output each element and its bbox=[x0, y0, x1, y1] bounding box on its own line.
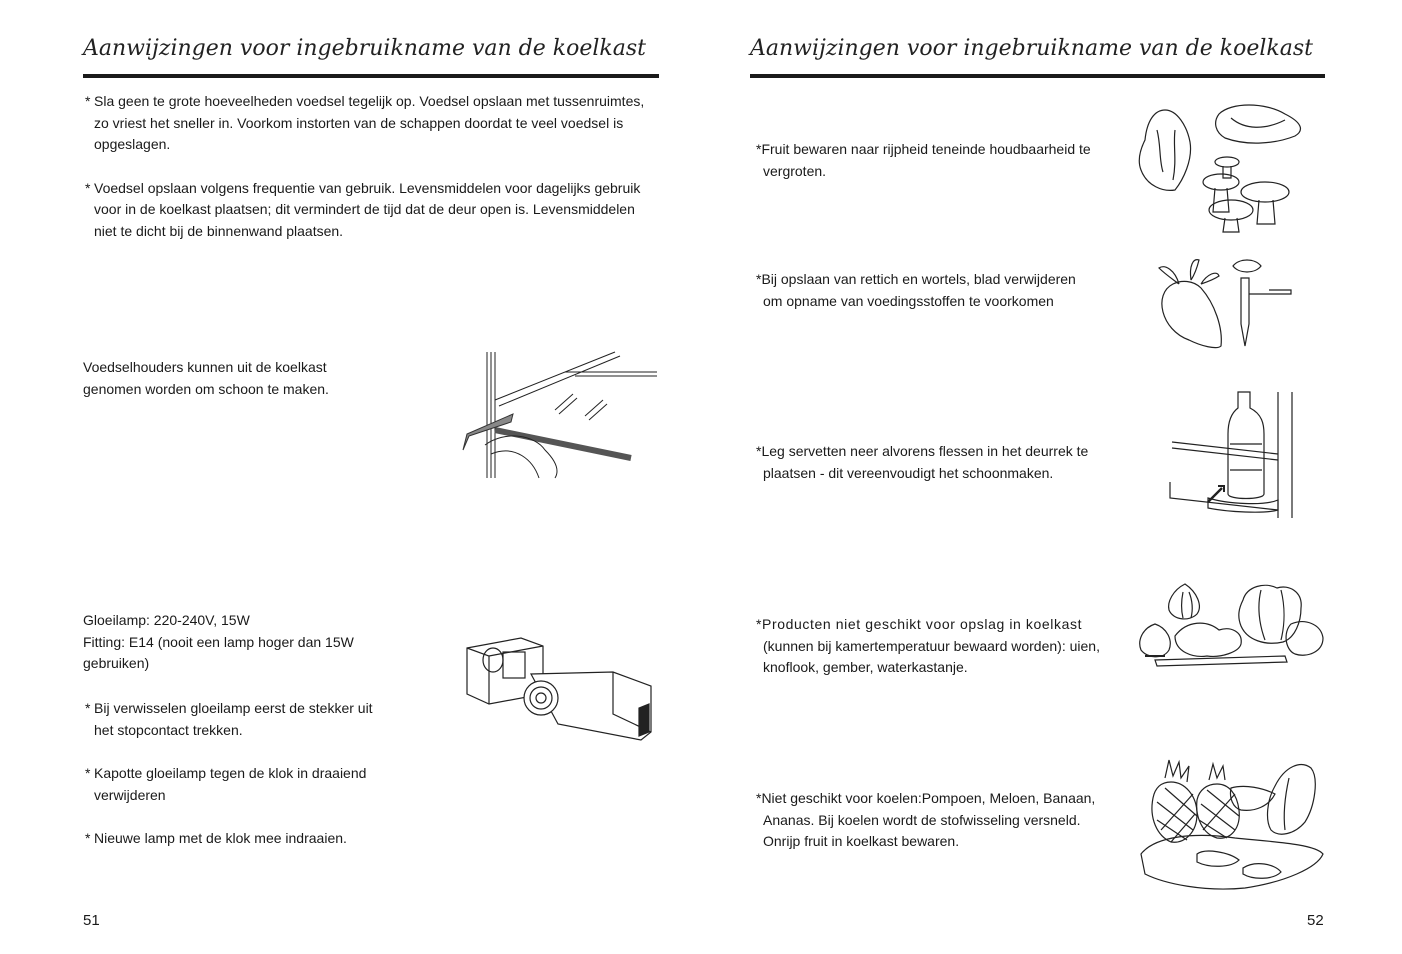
right-title-rule bbox=[750, 74, 1325, 78]
bullet-item: * Nieuwe lamp met de klok mee indraaien. bbox=[85, 830, 347, 846]
page-number-left: 51 bbox=[83, 912, 100, 929]
shelf-removal-icon bbox=[455, 350, 660, 480]
right-item-onion: *Producten niet geschikt voor opslag in koelkast (kunnen bij kamertemperatuur bewaard worden): uien, knoflook, gember, waterkastanje. bbox=[756, 616, 1100, 675]
onion-garlic-icon bbox=[1135, 580, 1327, 670]
holders-text: Voedselhouders kunnen uit de koelkast genomen worden om schoon te maken. bbox=[83, 359, 329, 397]
radish-carrot-icon bbox=[1145, 254, 1295, 354]
lamp-housing-icon bbox=[463, 632, 658, 744]
right-item-radish: *Bij opslaan van rettich en wortels, blad verwijderen om opname van voedingsstoffen te voorkomen bbox=[756, 271, 1076, 309]
fruit-mushroom-icon bbox=[1135, 100, 1310, 235]
bullet-item: * Sla geen te grote hoeveelheden voedsel tegelijk op. Voedsel opslaan met tussenruimtes, zo vriest het sneller in. Voorkom instorten van de schappen doordat te veel voedsel is opgeslagen. bbox=[85, 93, 645, 152]
bottle-door-rack-icon bbox=[1168, 390, 1298, 522]
bullet-item: * Bij verwisselen gloeilamp eerst de stekker uit het stopcontact trekken. bbox=[85, 700, 373, 738]
left-page-title: Aanwijzingen voor ingebruikname van de koelkast bbox=[83, 36, 646, 61]
lamp-bullets bbox=[85, 698, 415, 850]
right-item-bottle: *Leg servetten neer alvorens flessen in het deurrek te plaatsen - dit vereenvoudigt het schoonmaken. bbox=[756, 443, 1089, 481]
right-item-tropical: *Niet geschikt voor koelen:Pompoen, Meloen, Banaan, Ananas. Bij koelen wordt de stofwisseling versneld. Onrijp fruit in koelkast bewaren. bbox=[756, 790, 1096, 849]
bullet-item: * Kapotte gloeilamp tegen de klok in draaiend verwijderen bbox=[85, 765, 367, 803]
right-page-title: Aanwijzingen voor ingebruikname van de koelkast bbox=[750, 36, 1313, 61]
tropical-fruit-icon bbox=[1135, 758, 1327, 892]
left-title-rule bbox=[83, 74, 659, 78]
lamp-specs: Gloeilamp: 220-240V, 15W Fitting: E14 (nooit een lamp hoger dan 15W gebruiken) bbox=[83, 612, 354, 671]
page-number-right: 52 bbox=[1307, 912, 1324, 929]
right-item-fruit: *Fruit bewaren naar rijpheid teneinde houdbaarheid te vergroten. bbox=[756, 141, 1091, 179]
bullet-item: * Voedsel opslaan volgens frequentie van gebruik. Levensmiddelen voor dagelijks gebruik voor in de koelkast plaatsen; dit vermindert de tijd dat de deur open is. Levensmiddelen niet te dicht bij de binnenwand plaatsen. bbox=[85, 179, 641, 239]
left-top-bullets bbox=[85, 91, 675, 242]
